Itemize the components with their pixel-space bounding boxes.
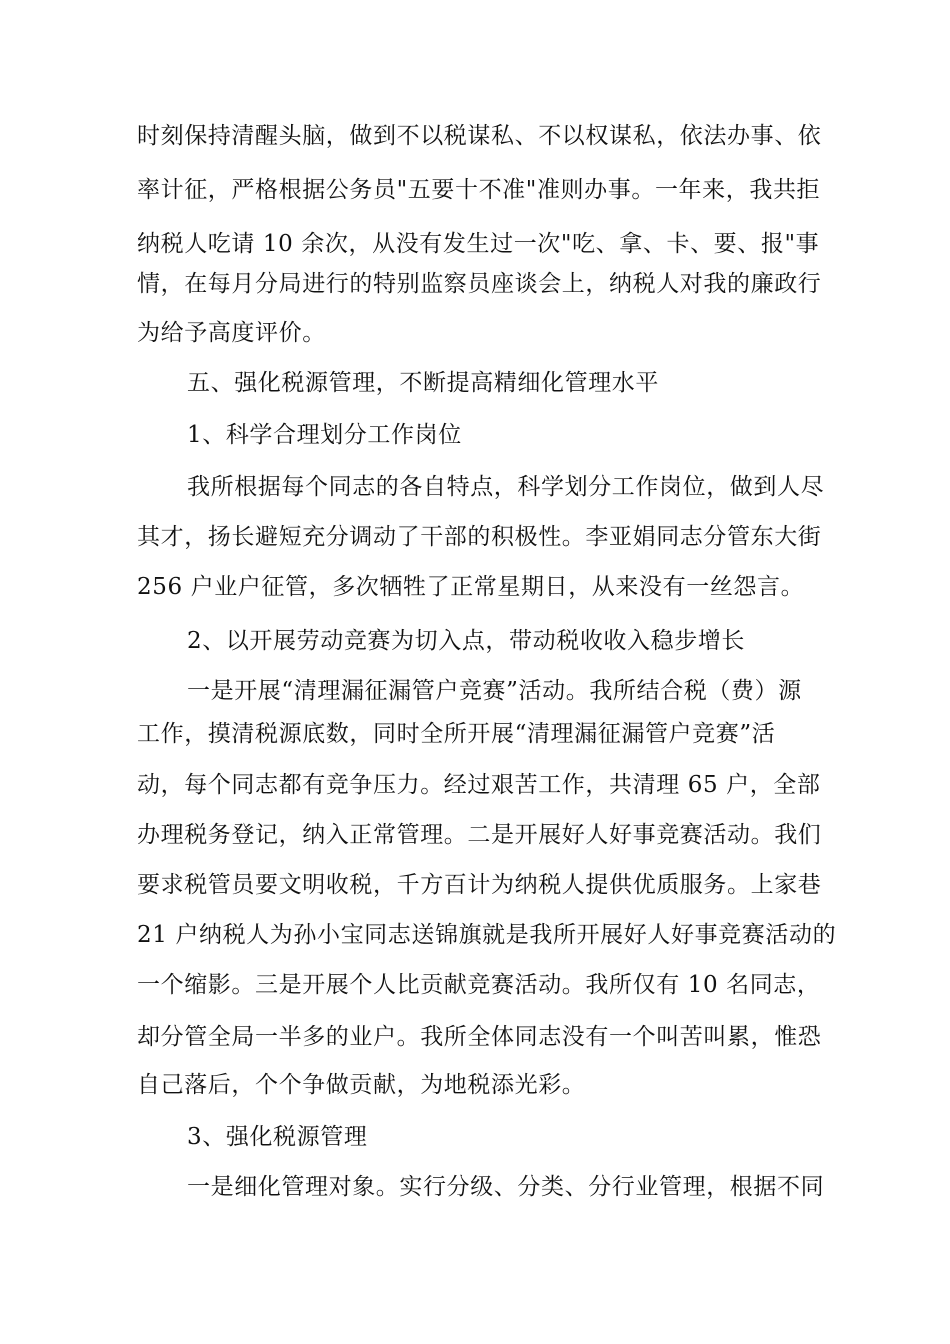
subsection-heading: 1、科学合理划分工作岗位 [187,422,462,448]
paragraph-line: 动，每个同志都有竞争压力。经过艰苦工作，共清理 65 户，全部 [137,772,821,798]
paragraph-line: 一个缩影。三是开展个人比贡献竞赛活动。我所仅有 10 名同志， [137,972,821,998]
paragraph-line: 一是细化管理对象。实行分级、分类、分行业管理，根据不同 [187,1174,825,1200]
paragraph-line: 21 户纳税人为孙小宝同志送锦旗就是我所开展好人好事竞赛活动的 [137,922,837,948]
paragraph-line: 要求税管员要文明收税，千方百计为纳税人提供优质服务。上家巷 [137,872,822,898]
paragraph-line: 却分管全局一半多的业户。我所全体同志没有一个叫苦叫累，惟恐 [137,1024,822,1050]
paragraph-line: 情，在每月分局进行的特别监察员座谈会上，纳税人对我的廉政行 [137,271,822,297]
paragraph-line: 纳税人吃请 10 余次，从没有发生过一次"吃、拿、卡、要、报"事 [137,231,820,257]
paragraph-line: 我所根据每个同志的各自特点，科学划分工作岗位，做到人尽 [187,474,825,500]
paragraph-line: 一是开展“清理漏征漏管户竞赛”活动。我所结合税（费）源 [187,678,802,704]
paragraph-line: 时刻保持清醒头脑，做到不以税谋私、不以权谋私，依法办事、依 [137,123,822,149]
paragraph-line: 工作，摸清税源底数，同时全所开展“清理漏征漏管户竞赛”活 [137,721,776,747]
paragraph-line: 办理税务登记，纳入正常管理。二是开展好人好事竞赛活动。我们 [137,822,822,848]
subsection-heading: 3、强化税源管理 [187,1124,368,1150]
subsection-heading: 2、以开展劳动竞赛为切入点，带动税收收入稳步增长 [187,628,746,654]
paragraph-line: 256 户业户征管，多次牺牲了正常星期日，从来没有一丝怨言。 [137,574,805,600]
paragraph-line: 自己落后，个个争做贡献，为地税添光彩。 [137,1072,586,1098]
paragraph-line: 率计征，严格根据公务员"五要十不准"准则办事。一年来，我共拒 [137,177,821,203]
paragraph-line: 为给予高度评价。 [137,320,326,346]
paragraph-line: 其才，扬长避短充分调动了干部的积极性。李亚娟同志分管东大街 [137,524,822,550]
section-heading: 五、强化税源管理，不断提高精细化管理水平 [187,370,659,396]
